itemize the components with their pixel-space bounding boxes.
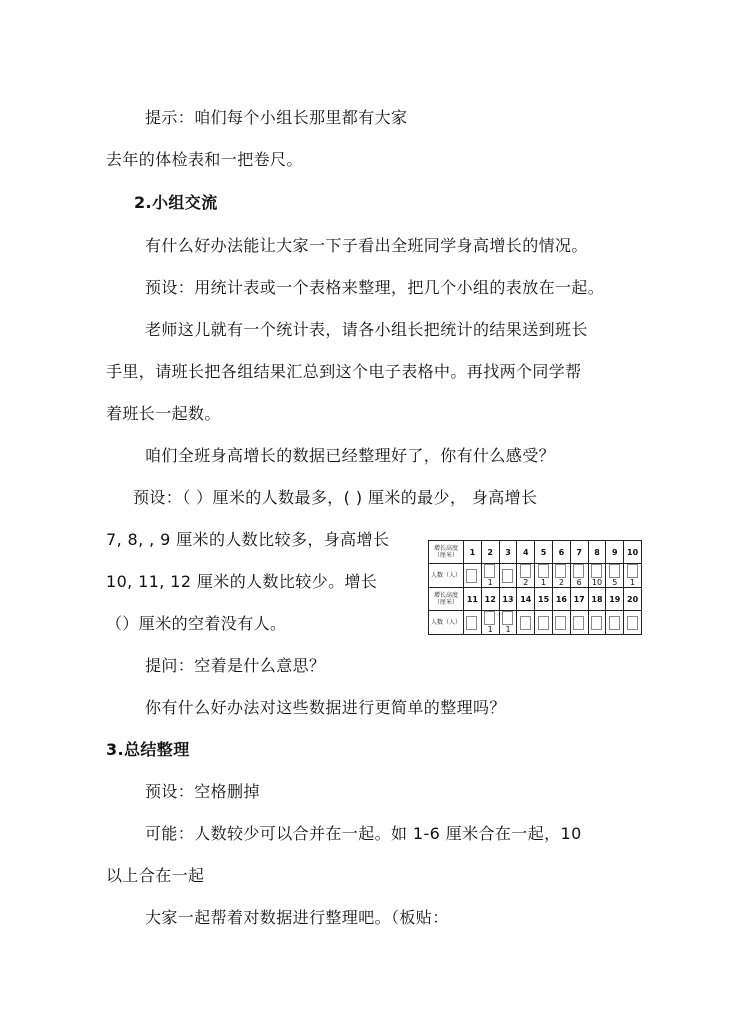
table-cell: 19 xyxy=(606,588,624,611)
table-cell xyxy=(499,564,517,588)
paragraph: 预设：用统计表或一个表格来整理，把几个小组的表放在一起。 xyxy=(145,278,605,297)
table-cell: 6 xyxy=(570,564,588,588)
table-row xyxy=(429,541,642,564)
paragraph: 咱们全班身高增长的数据已经整理好了，你有什么感受？ xyxy=(145,446,556,465)
row-header: 增长高度（厘米） xyxy=(429,588,464,611)
table-cell xyxy=(588,611,606,635)
table-cell: 1 xyxy=(624,564,642,588)
paragraph: 你有什么好办法对这些数据进行更简单的整理吗？ xyxy=(145,698,506,717)
table-cell: 1 xyxy=(481,564,499,588)
table-cell xyxy=(535,611,553,635)
paragraph: 着班长一起数。 xyxy=(106,404,221,423)
table-cell: 12 xyxy=(481,588,499,611)
table-cell: 10 xyxy=(588,564,606,588)
table-cell: 2 xyxy=(517,564,535,588)
table-cell: 2 xyxy=(481,541,499,564)
table-cell: 4 xyxy=(517,541,535,564)
row-header: 人数（人） xyxy=(429,564,464,588)
hint-paragraph-cont: 去年的体检表和一把卷尺。 xyxy=(106,150,303,169)
paragraph: 7, 8, , 9 厘米的人数比较多，身高增长 xyxy=(106,530,390,549)
row-header: 人数（人） xyxy=(429,611,464,635)
table-cell xyxy=(570,611,588,635)
paragraph: 有什么好办法能让大家一下子看出全班同学身高增长的情况。 xyxy=(145,236,588,255)
table-cell xyxy=(606,611,624,635)
table-row xyxy=(429,611,642,635)
table-cell: 8 xyxy=(588,541,606,564)
paragraph: （）厘米的空着没有人。 xyxy=(106,614,287,633)
table-cell: 10 xyxy=(624,541,642,564)
table-cell xyxy=(517,611,535,635)
table-cell: 17 xyxy=(570,588,588,611)
table-cell: 15 xyxy=(535,588,553,611)
table-cell xyxy=(464,611,482,635)
table-cell: 18 xyxy=(588,588,606,611)
table-cell: 7 xyxy=(570,541,588,564)
hint-paragraph: 提示：咱们每个小组长那里都有大家 xyxy=(145,108,408,127)
table-row xyxy=(429,564,642,588)
paragraph: 预设：（ ）厘米的人数最多，( ) 厘米的最少， 身高增长 xyxy=(133,488,538,507)
paragraph: 手里，请班长把各组结果汇总到这个电子表格中。再找两个同学帮 xyxy=(106,362,582,381)
paragraph: 10, 11, 12 厘米的人数比较少。增长 xyxy=(106,572,378,591)
table-cell: 1 xyxy=(464,541,482,564)
table-cell xyxy=(464,564,482,588)
paragraph: 老师这儿就有一个统计表，请各小组长把统计的结果送到班长 xyxy=(145,320,588,339)
row-header: 增长高度（厘米） xyxy=(429,541,464,564)
table-cell: 5 xyxy=(535,541,553,564)
paragraph: 提问：空着是什么意思？ xyxy=(145,656,326,675)
paragraph: 预设：空格删掉 xyxy=(145,782,260,801)
paragraph: 以上合在一起 xyxy=(106,866,205,885)
table-cell xyxy=(552,611,570,635)
table-cell: 11 xyxy=(464,588,482,611)
table-row xyxy=(429,588,642,611)
table-cell: 3 xyxy=(499,541,517,564)
table-cell: 13 xyxy=(499,588,517,611)
table-cell: 1 xyxy=(499,611,517,635)
section-heading-2: 2.小组交流 xyxy=(134,193,218,212)
height-growth-table xyxy=(428,540,642,635)
table-cell: 14 xyxy=(517,588,535,611)
table-cell: 20 xyxy=(624,588,642,611)
table-cell: 6 xyxy=(552,541,570,564)
table-cell: 1 xyxy=(481,611,499,635)
table-cell xyxy=(624,611,642,635)
paragraph: 可能：人数较少可以合并在一起。如 1-6 厘米合在一起，10 xyxy=(145,824,582,843)
table-cell: 1 xyxy=(535,564,553,588)
table-cell: 2 xyxy=(552,564,570,588)
table-cell: 16 xyxy=(552,588,570,611)
section-heading-3: 3.总结整理 xyxy=(106,740,190,759)
paragraph: 大家一起帮着对数据进行整理吧。（板贴： xyxy=(145,908,449,927)
table-cell: 9 xyxy=(606,541,624,564)
table-cell: 5 xyxy=(606,564,624,588)
